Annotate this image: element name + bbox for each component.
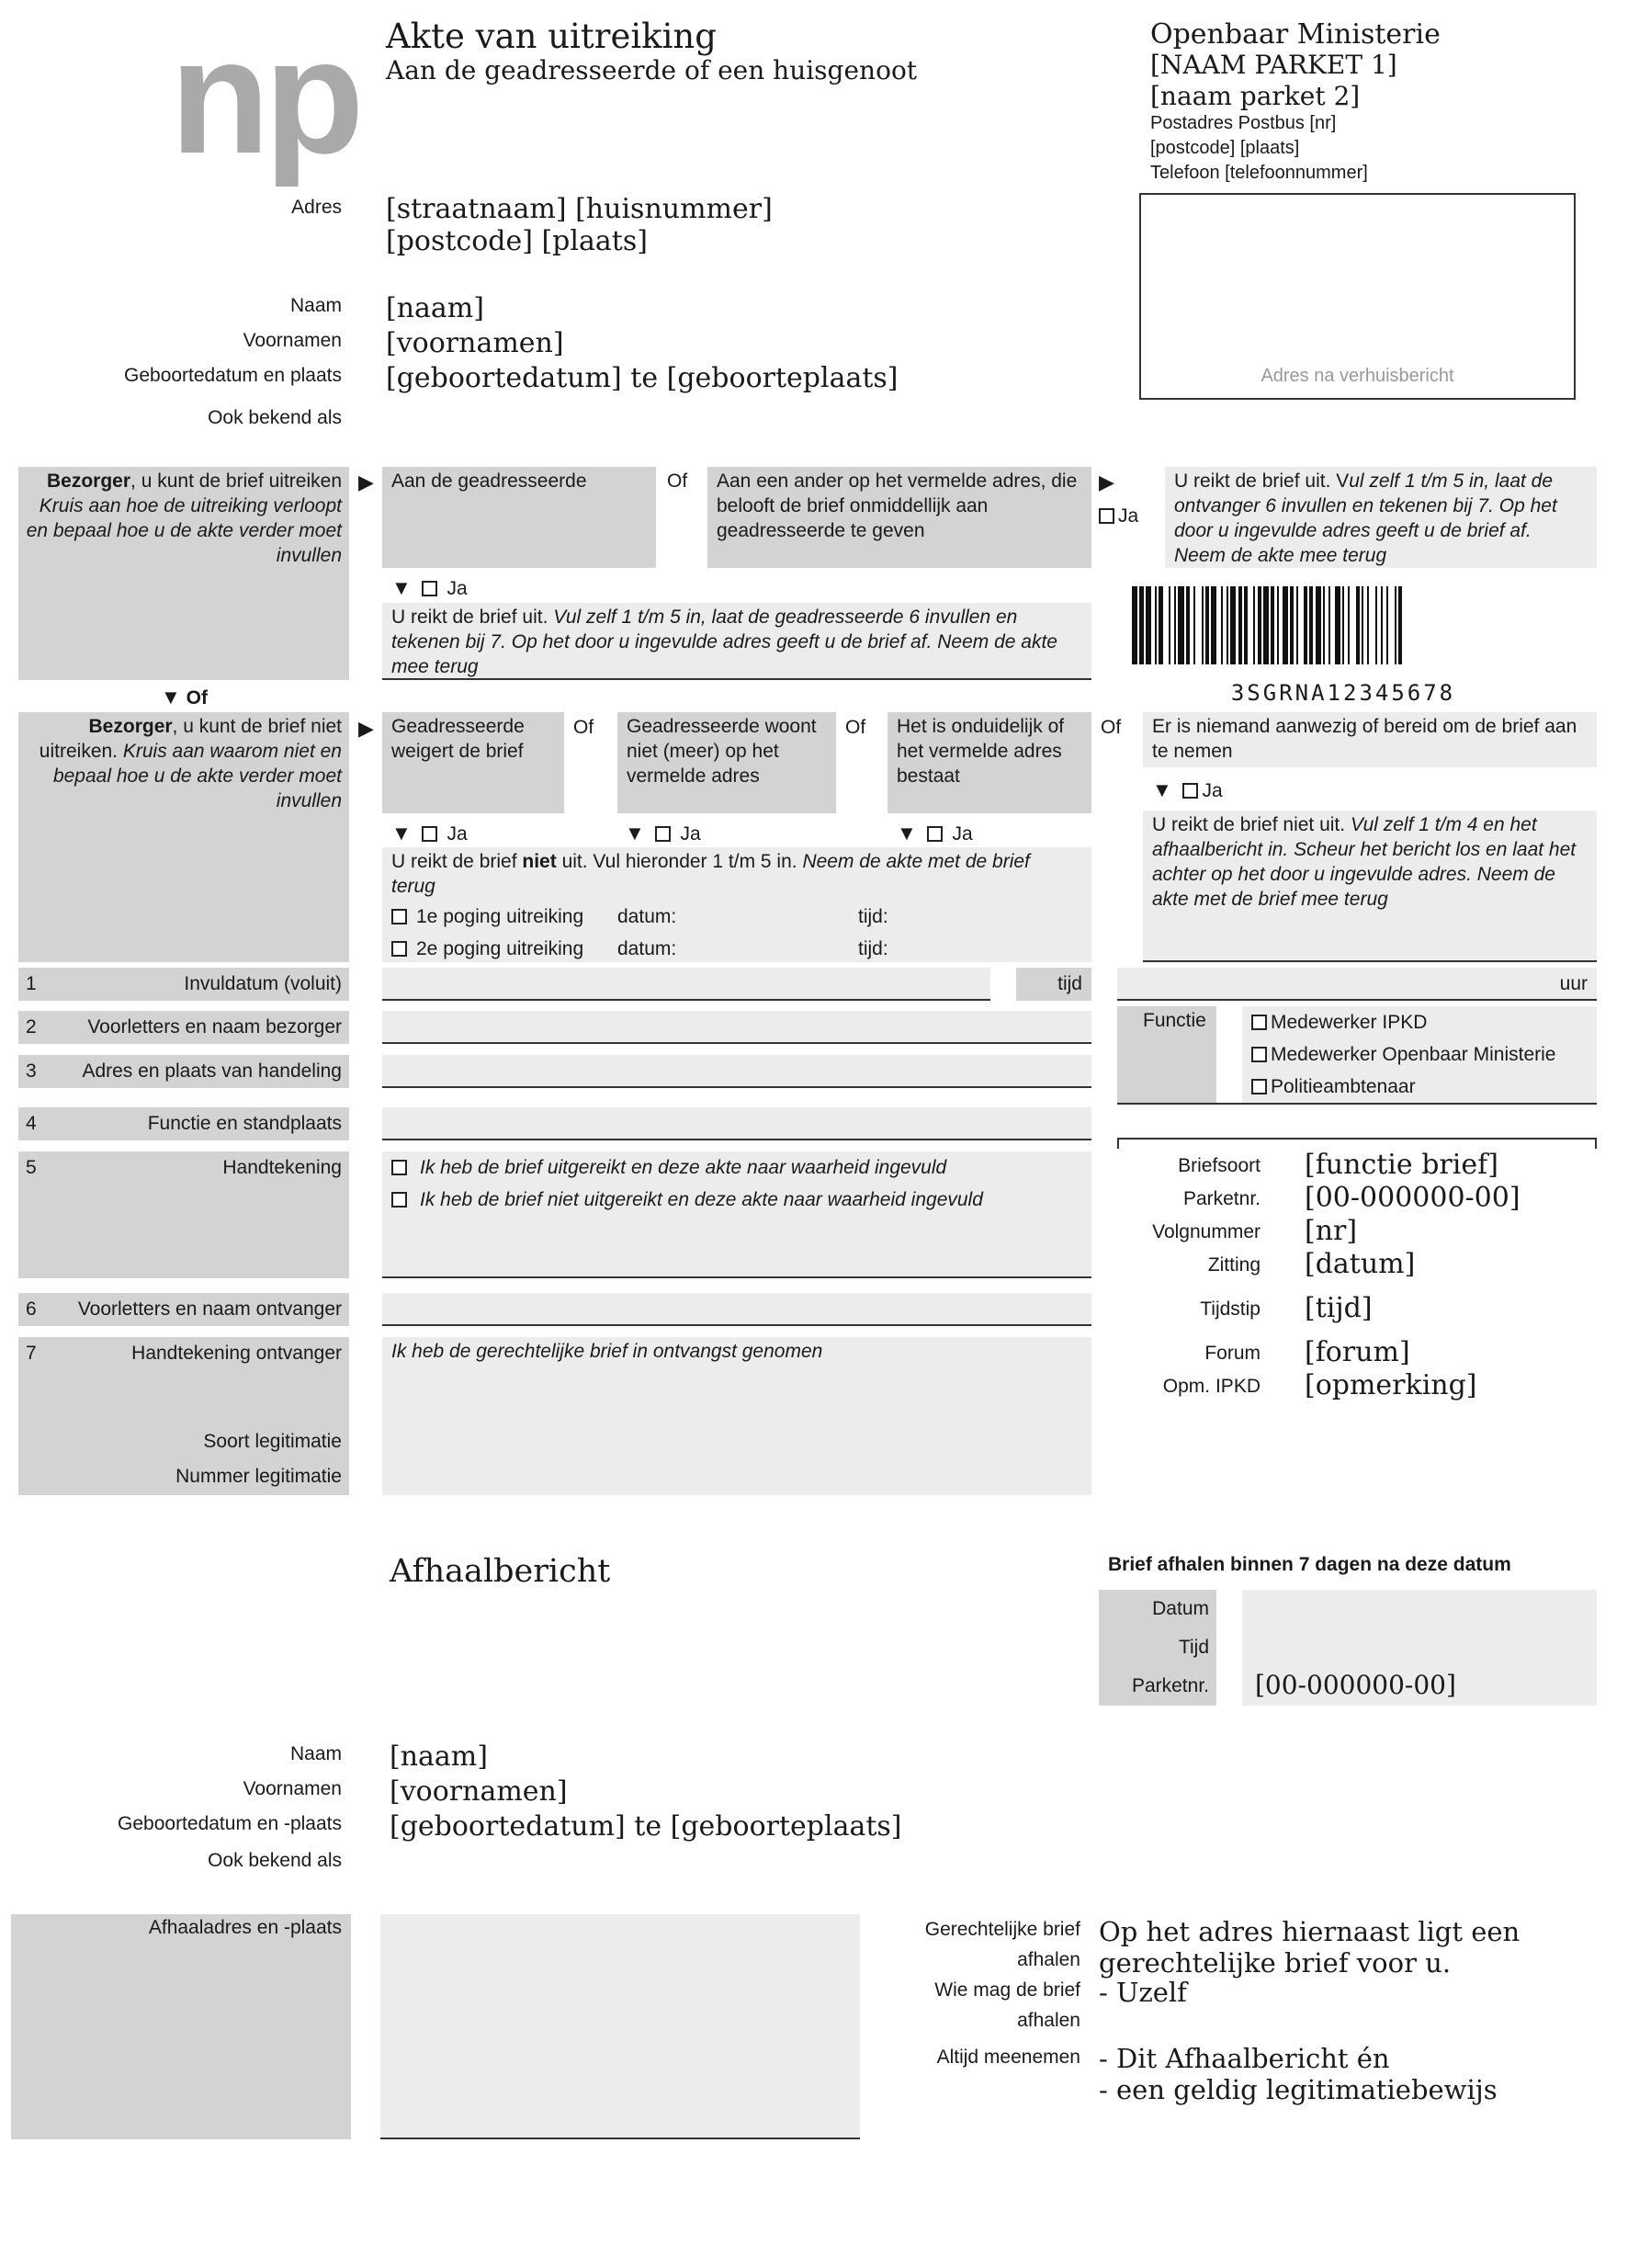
barcode-bar (1296, 586, 1298, 664)
barcode-bar (1323, 586, 1325, 664)
barcode-bar (1230, 586, 1236, 664)
barcode-bar (1221, 586, 1223, 664)
wie-text: - Uzelf (1099, 1977, 1187, 2008)
address-change-box[interactable] (1139, 193, 1576, 400)
ja-ander[interactable]: Ja (1099, 504, 1138, 528)
bezorger-naam-field[interactable] (382, 1011, 1091, 1044)
barcode-bar (1178, 586, 1183, 664)
poging1[interactable]: 1e poging uitreiking datum: tijd: (391, 904, 1090, 929)
volgnummer-value: [nr] (1305, 1215, 1358, 1247)
gb-label2: afhalen (1017, 1949, 1080, 1970)
sender-postbus: Postadres Postbus [nr] (1150, 113, 1337, 133)
afhaaladres-field[interactable] (380, 1914, 860, 2139)
checkbox-icon[interactable] (927, 826, 943, 842)
afhaal-title: Afhaalbericht (390, 1553, 611, 1590)
barcode-bar (1146, 586, 1151, 664)
row2-label-box: 2 Voorletters en naam bezorger (18, 1011, 349, 1044)
briefsoort-label: Briefsoort (1178, 1155, 1261, 1176)
barcode-bar (1211, 586, 1216, 664)
checkbox-icon[interactable] (422, 581, 437, 596)
barcode-bar (1356, 586, 1360, 664)
handtekening-ontvanger-field[interactable]: Ik heb de gerechtelijke brief in ontvangst genomen (382, 1337, 1091, 1495)
barcode-bar (1169, 586, 1170, 664)
zitting-label: Zitting (1207, 1254, 1261, 1276)
afhaaladres-label: Afhaaladres en -plaats (11, 1914, 351, 2139)
arrow-down-icon: ▼ (391, 822, 412, 845)
naam-value: [naam] (386, 292, 484, 324)
barcode-bar (1367, 586, 1369, 664)
row3-label-box: 3 Adres en plaats van handeling (18, 1055, 349, 1088)
barcode-bar (1271, 586, 1274, 664)
barcode-bar (1155, 586, 1157, 664)
checkbox-icon[interactable] (1251, 1079, 1267, 1094)
zitting-value: [datum] (1305, 1248, 1416, 1280)
barcode-bar (1244, 586, 1248, 664)
sender-parket1: [NAAM PARKET 1] (1150, 50, 1397, 80)
barcode-bar (1290, 586, 1294, 664)
parketnr-value: [00-000000-00] (1305, 1182, 1521, 1214)
tijd-field[interactable] (1117, 968, 1597, 1001)
instr-niemand: U reikt de brief niet uit. Vul zelf 1 t/m 4 en het afhaalbericht in. Scheur het bericht los en laat het achter op het door u ingevulde adres. Neem de akte met de brief mee terug (1143, 811, 1597, 962)
arrow-down-icon: ▼ (391, 576, 412, 599)
checkbox-icon[interactable] (1099, 508, 1114, 524)
forum-value: [forum] (1305, 1336, 1410, 1368)
option-onduidelijk[interactable]: Het is onduidelijk of het vermelde adres bestaat (887, 712, 1091, 813)
ja-geadresseerde[interactable]: ▼ Ja (391, 576, 468, 599)
instr-niet: U reikt de brief niet uit. Vul hieronder 1 t/m 5 in. Neem de akte met de brief terug 1e poging uitreiking datum: tijd: 2e poging uitreiking datum: tijd: (382, 847, 1091, 962)
barcode-bar (1202, 586, 1204, 664)
gb-label1: Gerechtelijke brief (924, 1919, 1080, 1940)
barcode-bar (1238, 586, 1242, 664)
naam-label: Naam (289, 295, 342, 316)
handtekening-niet-uitgereikt[interactable]: Ik heb de brief niet uitgereikt en deze akte naar waarheid ingevuld (391, 1187, 1082, 1212)
option-ander[interactable]: Aan een ander op het vermelde adres, die belooft de brief onmiddellijk aan geadresseerde te geven (707, 467, 1091, 568)
gb-text2: gerechtelijke brief voor u. (1099, 1947, 1452, 1979)
adres-line1: [straatnaam] [huisnummer] (386, 193, 773, 225)
or-label: Of (573, 717, 594, 738)
barcode-bar (1309, 586, 1313, 664)
arrow-right-icon: ▶ (1099, 471, 1114, 493)
tijd-label: tijd (1016, 968, 1091, 1001)
afhaal-naam-value: [naam] (390, 1741, 488, 1773)
barcode-bar (1159, 586, 1162, 664)
gb-text1: Op het adres hiernaast ligt een (1099, 1916, 1521, 1947)
barcode-bar (1258, 586, 1261, 664)
barcode-bar (1174, 586, 1176, 664)
bekend-label: Ook bekend als (208, 407, 342, 428)
divider (1117, 1103, 1597, 1105)
ja-onduidelijk[interactable]: ▼ Ja (897, 822, 973, 845)
nummer-legitimatie-label: Nummer legitimatie (175, 1466, 342, 1487)
barcode-bar (1362, 586, 1363, 664)
barcode-number: 3SGRNA12345678 (1230, 680, 1456, 706)
briefsoort-value: [functie brief] (1305, 1149, 1498, 1181)
ja-weigert[interactable]: ▼ Ja (391, 822, 468, 845)
instr-ander: U reikt de brief uit. Vul zelf 1 t/m 5 in, laat de ontvanger 6 invullen en tekenen bij 7. Op het door u ingevulde adres geeft u de brief af. Neem de akte mee terug (1165, 467, 1597, 568)
ontvanger-naam-field[interactable] (382, 1293, 1091, 1326)
row1-label-box: 1 Invuldatum (voluit) (18, 968, 349, 1001)
afhaal-parketnr-field: [00-000000-00] (1242, 1667, 1597, 1706)
functie-label: Functie (1117, 1006, 1216, 1103)
afhaal-tijd-label: Tijd (1099, 1628, 1216, 1667)
checkbox-icon[interactable] (391, 1160, 407, 1175)
row7-label-box: 7 Handtekening ontvanger Soort legitimatie Nummer legitimatie (18, 1337, 349, 1495)
opm-value: [opmerking] (1305, 1369, 1477, 1401)
barcode-bar (1375, 586, 1377, 664)
option-geadresseerde[interactable]: Aan de geadresseerde (382, 467, 656, 568)
page-title: Akte van uitreiking (386, 17, 717, 56)
forum-label: Forum (1204, 1343, 1261, 1364)
or-label: Of (667, 471, 688, 492)
np-logo: np (170, 5, 359, 187)
mee-label: Altijd meenemen (936, 2047, 1080, 2068)
wie-label1: Wie mag de brief (934, 1979, 1080, 2001)
afhaal-datum-field[interactable] (1242, 1590, 1597, 1628)
checkbox-icon[interactable] (1182, 783, 1198, 799)
barcode-bar (1205, 586, 1209, 664)
barcode-bar (1386, 586, 1388, 664)
ja-woont-niet[interactable]: ▼ Ja (625, 822, 701, 845)
sender-org: Openbaar Ministerie (1150, 18, 1441, 51)
afhaal-datum-label: Datum (1099, 1590, 1216, 1628)
volgnummer-label: Volgnummer (1152, 1221, 1261, 1242)
row4-label-box: 4 Functie en standplaats (18, 1107, 349, 1140)
wie-label2: afhalen (1017, 2010, 1080, 2031)
barcode-bar (1348, 586, 1350, 664)
poging2[interactable]: 2e poging uitreiking datum: tijd: (391, 936, 1090, 961)
barcode-bar (1335, 586, 1340, 664)
checkbox-icon[interactable] (1251, 1047, 1267, 1062)
tijdstip-value: [tijd] (1305, 1292, 1373, 1324)
divider (1117, 1138, 1597, 1140)
arrow-right-icon: ▶ (358, 717, 374, 740)
or-divider: ▼ Of (161, 686, 208, 709)
afhaal-naam-label: Naam (289, 1743, 342, 1764)
arrow-right-icon: ▶ (358, 471, 374, 493)
invuldatum-field[interactable] (382, 968, 990, 1001)
barcode-bar (1227, 586, 1228, 664)
functie-ipkd[interactable]: Medewerker IPKD (1251, 1010, 1588, 1035)
option-woont-niet[interactable]: Geadresseerde woont niet (meer) op het vermelde adres (617, 712, 836, 813)
adres-label: Adres (291, 197, 342, 218)
arrow-down-icon: ▼ (625, 822, 645, 845)
divider-tick (1117, 1138, 1119, 1149)
arrow-down-icon: ▼ (1152, 778, 1172, 801)
niet-intro: Bezorger, u kunt de brief niet uitreiken. Kruis aan waarom niet en bepaal hoe u de akte verder moet invullen (18, 712, 349, 962)
afhaal-deadline: Brief afhalen binnen 7 dagen na deze datum (1108, 1554, 1511, 1575)
mee-text1: - Dit Afhaalbericht én (1099, 2043, 1390, 2074)
handtekening-field[interactable] (382, 1151, 1091, 1278)
soort-legitimatie-label: Soort legitimatie (203, 1431, 342, 1452)
address-change-hint: Adres na verhuisbericht (1261, 366, 1454, 386)
uitreiken-lead-italic: Kruis aan hoe de uitreiking verloopt en bepaal hoe u de akte verder moet invullen (26, 495, 342, 566)
tijdstip-label: Tijdstip (1200, 1298, 1261, 1320)
barcode-bar (1283, 586, 1288, 664)
adres-handeling-field[interactable] (382, 1055, 1091, 1088)
uitreiken-lead-bold: Bezorger (47, 471, 131, 492)
uitreiken-intro (18, 467, 349, 680)
option-weigert[interactable]: Geadresseerde weigert de brief (382, 712, 564, 813)
functie-politie[interactable]: Politieambtenaar (1251, 1074, 1588, 1099)
barcode-bar (1193, 586, 1195, 664)
checkbox-icon[interactable] (391, 909, 407, 924)
geboorte-label: Geboortedatum en plaats (124, 365, 342, 386)
arrow-down-icon: ▼ (161, 686, 181, 709)
barcode (1132, 586, 1555, 664)
adres-line2: [postcode] [plaats] (386, 225, 648, 257)
uur-label: uur (1559, 973, 1588, 994)
or-label: Of (1101, 717, 1122, 738)
barcode-bar (1186, 586, 1190, 664)
opm-label: Opm. IPKD (1162, 1376, 1261, 1397)
barcode-bar (1253, 586, 1255, 664)
afhaal-bekend-label: Ook bekend als (208, 1850, 342, 1871)
barcode-bar (1132, 586, 1137, 664)
barcode-bar (1395, 586, 1396, 664)
row6-label-box: 6 Voorletters en naam ontvanger (18, 1293, 349, 1326)
afhaal-voornamen-label: Voornamen (243, 1778, 342, 1799)
voornamen-label: Voornamen (243, 330, 342, 351)
arrow-down-icon: ▼ (897, 822, 917, 845)
checkbox-icon[interactable] (422, 826, 437, 842)
afhaal-parketnr-label: Parketnr. (1099, 1667, 1216, 1706)
functie-om[interactable]: Medewerker Openbaar Ministerie (1251, 1042, 1588, 1067)
barcode-bar (1139, 586, 1143, 664)
or-label: Of (845, 717, 866, 738)
geboorte-value: [geboortedatum] te [geboorteplaats] (386, 362, 899, 394)
mee-text2: - een geldig legitimatiebewijs (1099, 2074, 1498, 2105)
barcode-bar (1381, 586, 1383, 664)
divider-tick (1595, 1138, 1597, 1149)
sender-telefoon: Telefoon [telefoonnummer] (1150, 163, 1368, 183)
parketnr-label: Parketnr. (1182, 1188, 1261, 1209)
uitreiken-lead-rest: , u kunt de brief uitreiken (130, 471, 342, 492)
option-niemand[interactable]: Er is niemand aanwezig of bereid om de brief aan te nemen (1143, 712, 1597, 767)
ja-niemand[interactable]: ▼ Ja (1152, 778, 1223, 801)
sender-postcode: [postcode] [plaats] (1150, 138, 1300, 158)
barcode-bar (1277, 586, 1279, 664)
checkbox-icon[interactable] (391, 941, 407, 957)
barcode-bar (1316, 586, 1321, 664)
sender-parket2: [naam parket 2] (1150, 81, 1361, 111)
barcode-bar (1263, 586, 1269, 664)
barcode-bar (1328, 586, 1330, 664)
afhaal-tijd-field[interactable] (1242, 1628, 1597, 1667)
row5-label-box: 5 Handtekening (18, 1151, 349, 1278)
afhaal-geboorte-label: Geboortedatum en -plaats (118, 1813, 342, 1834)
handtekening-uitgereikt[interactable]: Ik heb de brief uitgereikt en deze akte naar waarheid ingevuld (391, 1155, 1082, 1180)
page-subtitle: Aan de geadresseerde of een huisgenoot (386, 55, 918, 85)
barcode-bar (1304, 586, 1307, 664)
instr-geadresseerde: U reikt de brief uit. Vul zelf 1 t/m 5 in, laat de geadresseerde 6 invullen en tekenen bij 7. Op het door u ingevulde adres geeft u de brief af. Neem de akte mee terug (382, 603, 1091, 680)
checkbox-icon[interactable] (391, 1192, 407, 1208)
voornamen-value: [voornamen] (386, 327, 564, 359)
barcode-bar (1398, 586, 1402, 664)
functie-standplaats-field[interactable] (382, 1107, 1091, 1140)
functie-options (1242, 1006, 1597, 1103)
afhaal-voornamen-value: [voornamen] (390, 1775, 568, 1808)
checkbox-icon[interactable] (655, 826, 671, 842)
barcode-bar (1342, 586, 1344, 664)
afhaal-geboorte-value: [geboortedatum] te [geboorteplaats] (390, 1810, 902, 1843)
checkbox-icon[interactable] (1251, 1015, 1267, 1030)
